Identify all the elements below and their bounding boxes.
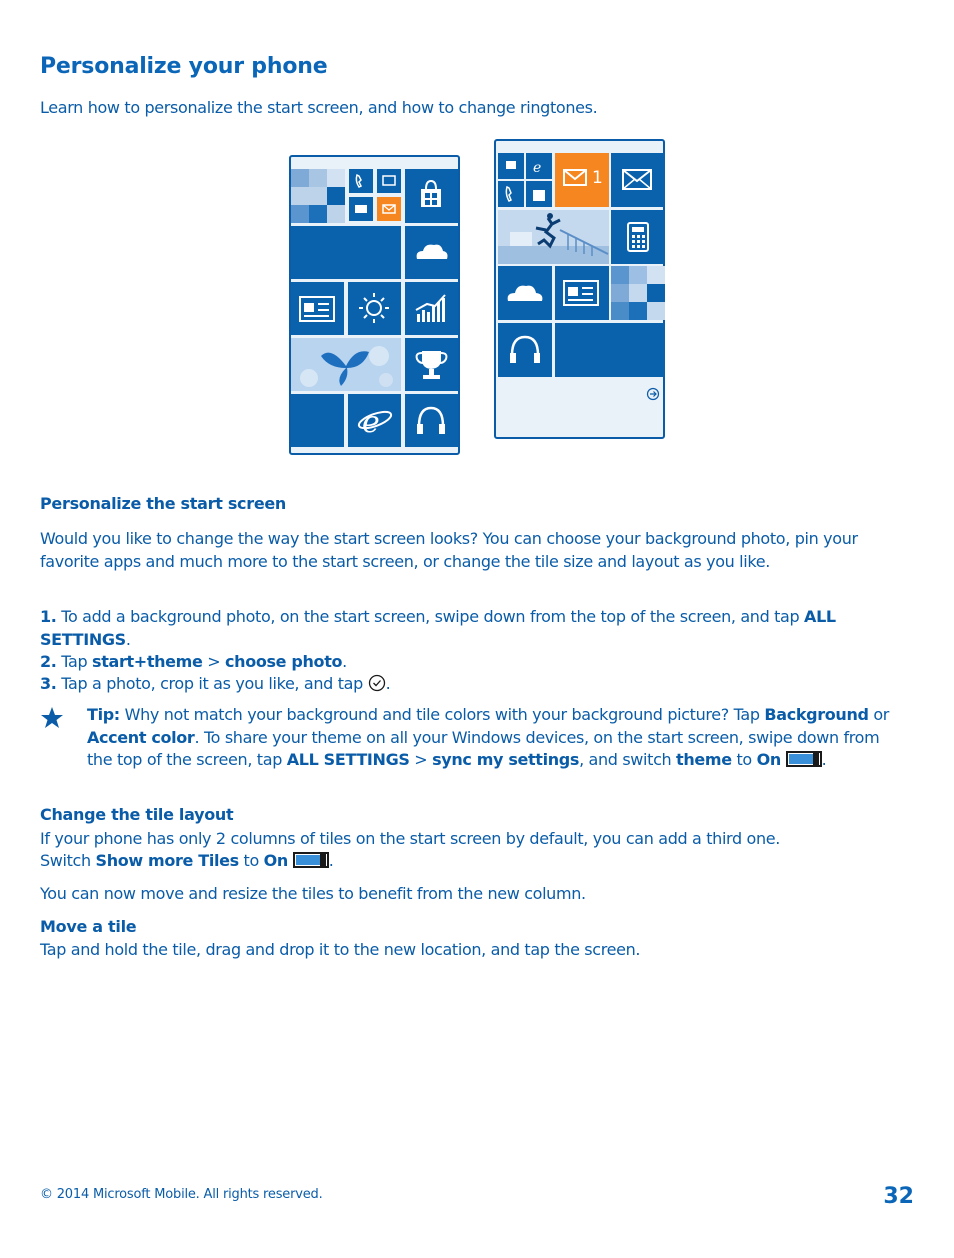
svg-text:e: e bbox=[362, 405, 380, 440]
messaging-icon bbox=[498, 153, 524, 179]
checkmark-circle-icon bbox=[368, 674, 386, 699]
tile-layout-line1: If your phone has only 2 columns of tiles on the start screen by default, you can add a third one. bbox=[40, 829, 781, 848]
step-3: 3. Tap a photo, crop it as you like, and tap . bbox=[40, 673, 390, 699]
wide-tile bbox=[555, 323, 665, 377]
tip-star-icon bbox=[40, 706, 64, 733]
news-tile bbox=[291, 282, 344, 335]
all-apps-arrow-icon bbox=[646, 386, 660, 405]
page-number: 32 bbox=[883, 1184, 914, 1209]
phone-icon bbox=[349, 169, 373, 193]
tile-layout-line2: Switch Show more Tiles to On . bbox=[40, 851, 334, 870]
mail-icon bbox=[349, 197, 373, 221]
music-tile bbox=[405, 394, 458, 447]
ie-icon bbox=[526, 153, 552, 179]
messaging-icon bbox=[377, 169, 401, 193]
wide-tile bbox=[291, 226, 401, 279]
store-icon bbox=[526, 181, 552, 207]
outlook-mail-icon bbox=[377, 197, 401, 221]
section-body-start-screen: Would you like to change the way the start screen looks? You can choose your background photo, pin your favorite apps and much more to the start screen, or change the tile size and layout as you like. bbox=[40, 529, 858, 571]
photos-tile bbox=[611, 266, 665, 320]
butterfly-photo-tile bbox=[291, 338, 401, 391]
weather-tile bbox=[348, 282, 401, 335]
section-heading-start-screen: Personalize the start screen bbox=[40, 494, 287, 513]
move-tile-body: Tap and hold the tile, drag and drop it to the new location, and tap the screen. bbox=[40, 940, 641, 959]
page-title: Personalize your phone bbox=[40, 54, 328, 79]
photos-tile bbox=[291, 169, 345, 223]
blank-tile bbox=[291, 394, 344, 447]
games-tile bbox=[405, 338, 458, 391]
mail-count: 1 bbox=[592, 168, 603, 188]
internet-explorer-tile bbox=[348, 394, 401, 447]
outlook-mail-tile bbox=[555, 153, 609, 207]
onedrive-tile bbox=[405, 226, 458, 279]
news-tile bbox=[555, 266, 609, 320]
music-tile bbox=[498, 323, 552, 377]
step-2: 2. Tap start+theme > choose photo. bbox=[40, 652, 347, 671]
toggle-on-icon bbox=[786, 751, 822, 767]
mail-tile bbox=[611, 153, 665, 207]
phone-screenshot-three-columns bbox=[289, 155, 460, 455]
money-tile bbox=[405, 282, 458, 335]
skater-photo-tile bbox=[498, 210, 609, 264]
section-heading-tile-layout: Change the tile layout bbox=[40, 805, 234, 824]
onedrive-tile bbox=[498, 266, 552, 320]
section-heading-move-tile: Move a tile bbox=[40, 917, 137, 936]
copyright-footer: © 2014 Microsoft Mobile. All rights reserved. bbox=[40, 1187, 323, 1202]
store-tile bbox=[405, 169, 458, 223]
tile-layout-after: You can now move and resize the tiles to benefit from the new column. bbox=[40, 884, 586, 903]
svg-text:e: e bbox=[533, 160, 542, 176]
calculator-tile bbox=[611, 210, 665, 264]
phone-icon bbox=[498, 181, 524, 207]
toggle-on-icon bbox=[293, 852, 329, 868]
step-1: 1. To add a background photo, on the start screen, swipe down from the top of the screen, and tap ALL SETTINGS. bbox=[40, 607, 836, 649]
phone-screenshot-two-columns bbox=[494, 139, 665, 439]
intro-text: Learn how to personalize the start screen, and how to change ringtones. bbox=[40, 98, 598, 117]
tip-text: Tip: Why not match your background and tile colors with your background picture? Tap Background or Accent color. To share your theme on all your Windows devices, on the start screen, swipe down from the top of the screen, tap ALL SETTINGS > sync my settings, and switch theme to On . bbox=[87, 705, 890, 769]
